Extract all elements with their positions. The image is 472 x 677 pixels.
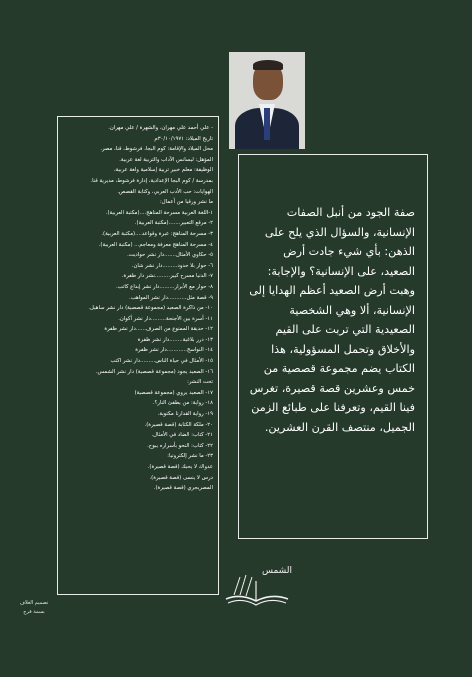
bio-line: تاريخ الميلاد: ٣٠/١٠/١٩٧١م bbox=[154, 135, 213, 142]
designer-label: تصميم الغلاف bbox=[19, 600, 49, 606]
publisher-logo-text: الشمس bbox=[262, 566, 292, 576]
bio-line: ١-اللغة العربية مسرحة المناهج....(مكتبة العربية). bbox=[105, 209, 213, 216]
author-photo bbox=[229, 52, 305, 149]
bio-line: ١١- أسرة بين الأجنحة.........دار نشر أكوان. bbox=[118, 315, 213, 322]
bio-line: ٤- مسرحة المناهج معرفة ومعاجم... (مكتبة العربية). bbox=[98, 241, 213, 248]
bio-line: ٢٠- ملكة الكتابة (قصة قصيرة). bbox=[144, 421, 213, 428]
bio-line: ١٤- النواسخ............دار نشر ظفرة bbox=[135, 347, 213, 354]
bio-line: ٨- حوار مع الأبرار.........دار نشر إبداع كاتب. bbox=[115, 283, 213, 290]
bio-line: ١٥- الأمثال في حياة الناس.........دار نشر اكتب bbox=[110, 358, 213, 365]
bio-line: ١٠- من ذاكرة الصعيد (مجموعة قصصية) دار نشر ساهيل. bbox=[88, 305, 213, 312]
bio-line: ٢- مرقع التعبير.......(مكتبة العربية). bbox=[134, 220, 213, 227]
bio-line: ١٣- درر بلاغية........دار نشر ظفرة bbox=[137, 336, 213, 343]
bio-line: المؤهل: ليسانس الآداب والتربية لغة عربية. bbox=[119, 156, 213, 163]
bio-line: الوظيفة: معلم خبير تربية إسلامية ولغة عربية، bbox=[113, 167, 213, 174]
bio-line: ٢١- كتاب: الضاد في الأمثال. bbox=[151, 432, 213, 439]
bio-line: المصريجري (قصة قصيرة). bbox=[153, 485, 213, 492]
bio-line: ٢٣- ما نشر إلكترونيا: bbox=[167, 453, 213, 460]
bio-line: ٧- الدنيا مسرح كبير.........نشر دار ظفرة. bbox=[121, 273, 213, 280]
bio-line: ٣- مسرحة المناهج: عبرة وقواعد....(مكتبة العربية). bbox=[101, 230, 213, 237]
cover-designer-credit bbox=[14, 599, 54, 617]
bio-line: تحت النشر: bbox=[187, 379, 213, 386]
bio-line: ما نشر ورقيا من أعمال: bbox=[160, 199, 213, 206]
bio-line: - علي أحمد علي مهران، والشهرة / علي مهران. bbox=[108, 125, 213, 131]
bio-line: محل الميلاد والإقامة: كوم البجا، فرشوط، قنا، مصر. bbox=[100, 146, 213, 153]
bio-line: ٢٢- كتاب: النحو بأسراره يبوح. bbox=[147, 442, 213, 449]
bio-line: ١٩- رواية القدارنا مكتوبة. bbox=[157, 411, 213, 418]
bio-line: بمدرسة / كوم البجا الإعدادية، إدارة فرشوط، مديرية قنا. bbox=[90, 177, 213, 184]
book-description: صفة الجود من أنبل الصفات الإنسانية، والسؤال الذي يلح على الذهن: بأي شيء جادت أرض الصعيد، على الإنسانية؟ والإجابة: وهبت أرض الصعيد أعظم الهدايا إلى الإنسانية، ألا وهي الشخصية الصعيدية التي تربت على القيم والأخلاق وتحمل المسؤولية، هذا الكتاب يضم مجموعة قصصية من خمس وعشرين قصة قصيرة، تغرس فينا القيم، وتعرفنا على طبائع الزمن الجميل، منتصف القرن العشرين. bbox=[249, 206, 415, 434]
book-description-box bbox=[238, 154, 428, 539]
bio-line: ٥- حكاوي الأمثال.......دار نشر حواديت. bbox=[127, 252, 213, 259]
bio-line: ١٧- الصعيد يروي (مجموعة قصصية) bbox=[134, 389, 213, 396]
bio-line: ٩- قصة مثل...........دار نشر المواهب. bbox=[129, 294, 213, 301]
bio-line: درس لا ينسى (قصة قصيرة). bbox=[149, 474, 213, 481]
bio-line: عدواك لا يحبك (قصة قصيرة). bbox=[147, 464, 213, 470]
bio-line: ٦- حوار بلا حدود.........دار نشر شان. bbox=[131, 262, 213, 269]
bio-line: الهوايات: حب الأدب العربي، وكتابة القصص. bbox=[117, 188, 213, 195]
designer-name: بسمة فرج bbox=[23, 609, 45, 615]
author-bio-box bbox=[57, 116, 219, 595]
bio-line: ١٢- حديقة الممنوع من الصرف......دار نشر ظفرة bbox=[104, 326, 213, 333]
bio-line: ١٨- رواية: من يطفئ النار؟. bbox=[152, 400, 213, 407]
bio-line: ١٦- الصعيد يجود (مجموعة قصصية) دار نشر الشمس. bbox=[95, 368, 213, 375]
